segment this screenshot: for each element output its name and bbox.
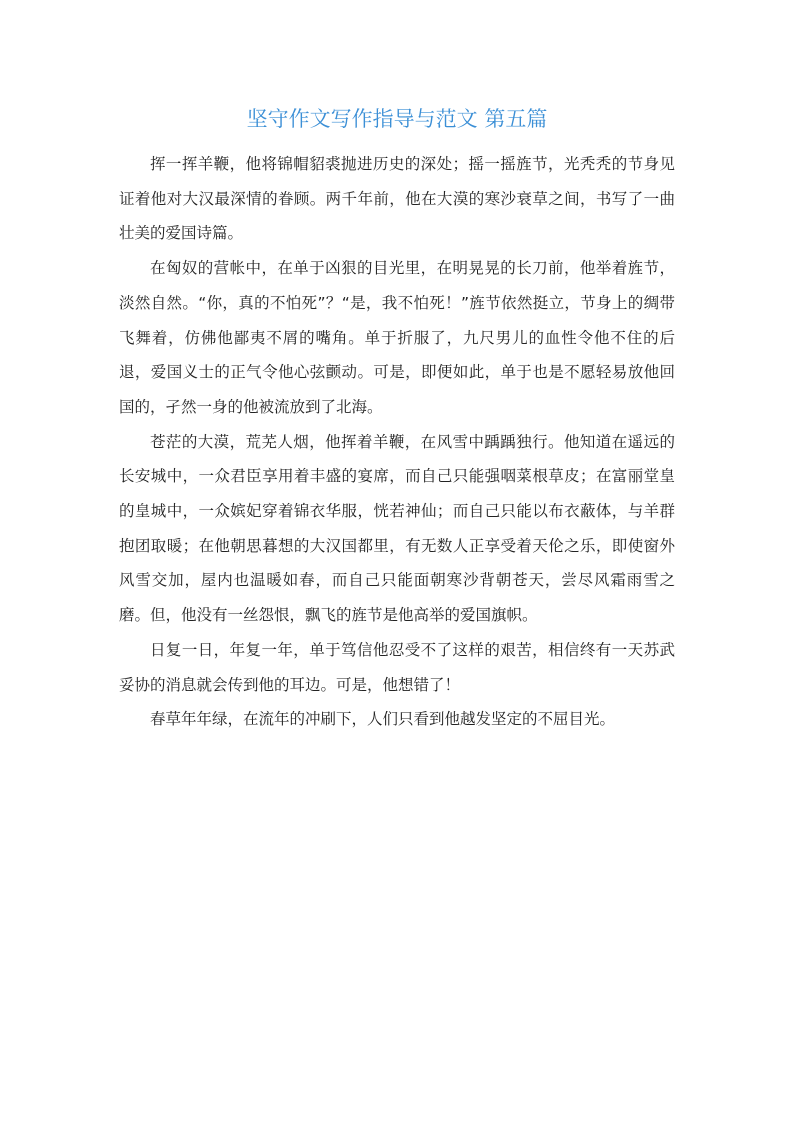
document-title: 坚守作文写作指导与范文 第五篇: [246, 107, 548, 131]
document-body: [119, 147, 675, 737]
paragraph-2: 在匈奴的营帐中，在单于凶狠的目光里，在明晃晃的长刀前，他举着旌节，淡然自然。“你，真的不怕死”？“是，我不怕死！”旌节依然挺立，节身上的绸带飞舞着，仿佛他鄙夷不屑的嘴角。单于折服了，九尺男儿的血性令他不住的后退，爱国义士的正气令他心弦颤动。可是，即便如此，单于也是不愿轻易放他回国的，孑然一身的他被流放到了北海。: [119, 259, 675, 416]
paragraph-3: 苍茫的大漠，荒芜人烟，他挥着羊鞭，在风雪中踽踽独行。他知道在遥远的长安城中，一众君臣享用着丰盛的宴席，而自己只能强咽菜根草皮；在富丽堂皇的皇城中，一众嫔妃穿着锦衣华服，恍若神仙；而自己只能以布衣蔽体，与羊群抱团取暖；在他朝思暮想的大汉国都里，有无数人正享受着天伦之乐，即使窗外风雪交加，屋内也温暖如春，而自己只能面朝寒沙背朝苍天，尝尽风霜雨雪之磨。但，他没有一丝怨恨，飘飞的旌节是他高举的爱国旗帜。: [119, 432, 675, 625]
paragraph-1: 挥一挥羊鞭，他将锦帽貂裘抛进历史的深处；摇一摇旌节，光秃秃的节身见证着他对大汉最深情的眷顾。两千年前，他在大漠的寒沙衰草之间，书写了一曲壮美的爱国诗篇。: [119, 155, 675, 243]
paragraph-4: 日复一日，年复一年，单于笃信他忍受不了这样的艰苦，相信终有一天苏武妥协的消息就会传到他的耳边。可是，他想错了！: [119, 640, 675, 694]
paragraph-5: 春草年年绿，在流年的冲刷下，人们只看到他越发坚定的不屈目光。: [150, 710, 616, 729]
